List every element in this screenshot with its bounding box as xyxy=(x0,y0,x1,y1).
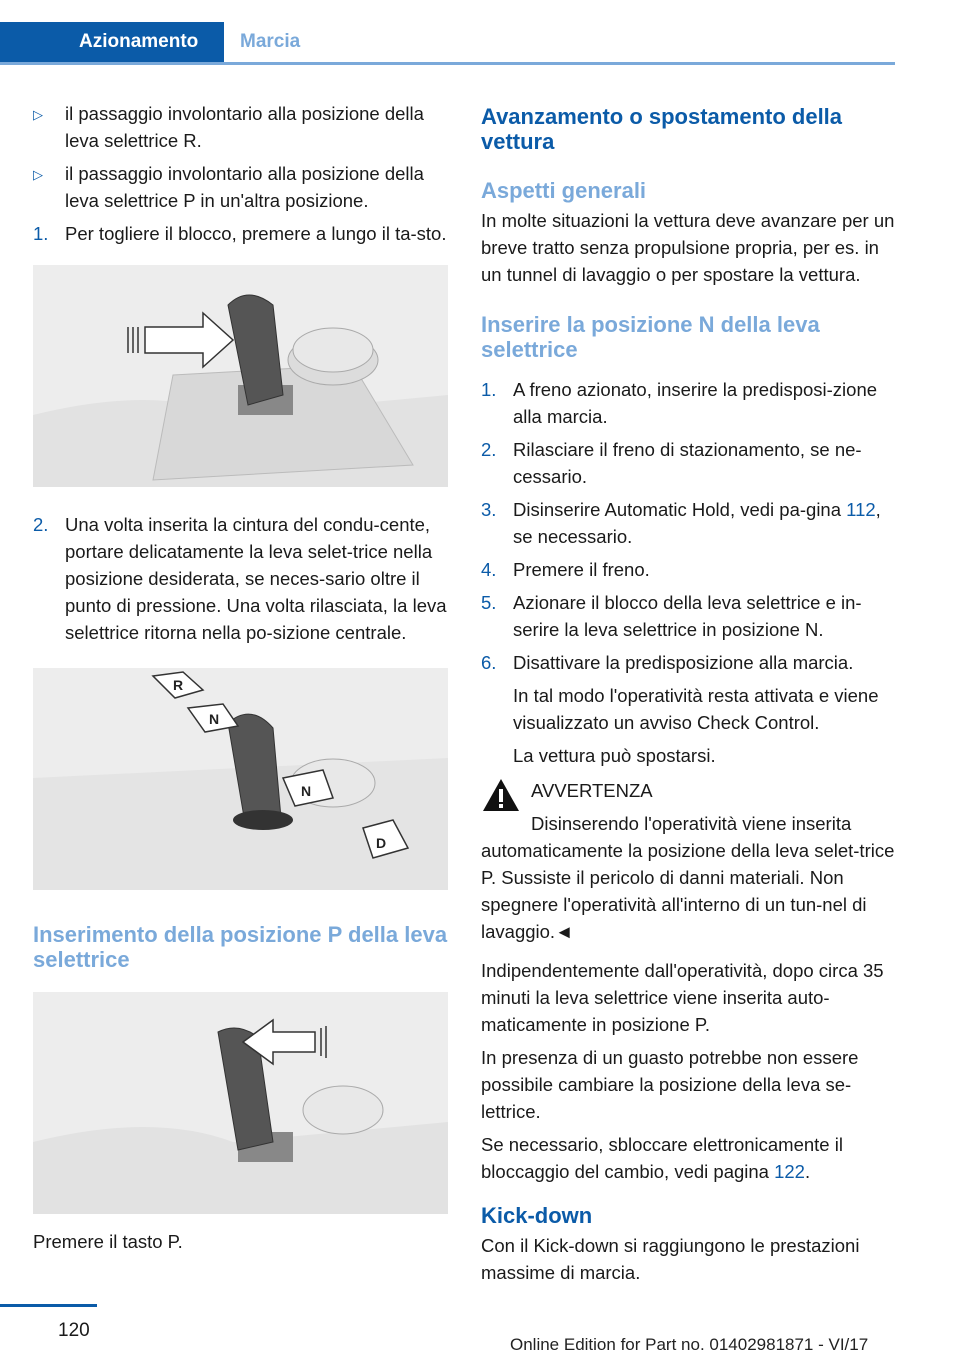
triangle-bullet-icon: ▷ xyxy=(33,167,43,182)
step-text: A freno azionato, inserire la predisposi-zione alla marcia. xyxy=(513,379,878,427)
step-text: Premere il freno. xyxy=(513,559,650,580)
section-heading-p: Inserimento della posizione P della leva selettrice xyxy=(33,922,448,972)
step-text: Per togliere il blocco, premere a lungo il ta-sto. xyxy=(65,223,447,244)
warning-text: automaticamente la posizione della leva selet-trice P. Sussiste il pericolo di danni materiali. Non spegnere l'operatività all'interno di un tun-nel di lavaggio.◄ xyxy=(481,840,895,942)
list-item xyxy=(481,649,896,676)
diagram-label-n-2: N xyxy=(301,783,312,799)
right-column xyxy=(481,104,896,1286)
list-item xyxy=(33,220,448,247)
step-text: Azionare il blocco della leva selettrice e in-serire la leva selettrice in posizione N. xyxy=(513,592,862,640)
paragraph: In molte situazioni la vettura deve avanzare per un breve tratto senza propulsione propria, per es. in un tunnel di lavaggio o per spostare la vettura. xyxy=(481,210,895,285)
triangle-bullet-icon: ▷ xyxy=(33,107,43,122)
step-note: In tal modo l'operatività resta attivata e viene visualizzato un avviso Check Control. xyxy=(513,685,879,733)
step-number: 3. xyxy=(481,499,497,520)
paragraph xyxy=(481,1131,896,1185)
step-text: Rilasciare il freno di stazionamento, se ne-cessario. xyxy=(513,439,862,487)
paragraph-part: . xyxy=(804,1161,811,1182)
section-heading-main: Avanzamento o spostamento della vettura xyxy=(481,104,843,154)
gear-lever-illustration-2 xyxy=(33,668,448,890)
page-link[interactable]: 112 xyxy=(846,499,876,520)
header-tabs xyxy=(0,22,895,65)
page-number: 120 xyxy=(58,1320,90,1341)
warning-text-first: Disinserendo l'operatività viene inserita xyxy=(531,813,852,834)
list-item xyxy=(33,100,448,154)
gear-lever-illustration-3 xyxy=(33,992,448,1214)
tab-marcia[interactable]: Marcia xyxy=(240,31,301,52)
list-item xyxy=(481,496,896,550)
warning-title: AVVERTENZA xyxy=(531,780,653,801)
step-number: 6. xyxy=(481,652,497,673)
section-heading-n: Inserire la posizione N della leva selettrice xyxy=(481,312,820,362)
section-heading-general: Aspetti generali xyxy=(481,178,647,203)
list-item xyxy=(33,511,448,646)
edition-text: Online Edition for Part no. 01402981871 - VI/17 xyxy=(510,1335,869,1354)
step-text: Disattivare la predisposizione alla marcia. xyxy=(513,652,854,673)
caption-text: Premere il tasto P. xyxy=(33,1231,183,1252)
paragraph: In presenza di un guasto potrebbe non essere possibile cambiare la posizione della leva se-lettrice. xyxy=(481,1047,859,1122)
step-number: 2. xyxy=(33,514,49,535)
page-link[interactable]: 122 xyxy=(774,1161,805,1182)
paragraph-part: Se necessario, sbloccare elettronicamente il bloccaggio del cambio, vedi pagina xyxy=(481,1134,843,1182)
list-item xyxy=(481,436,896,490)
step-note: La vettura può spostarsi. xyxy=(513,745,716,766)
steps-list xyxy=(481,376,896,769)
bullet-text: il passaggio involontario alla posizione della leva selettrice R. xyxy=(65,103,424,151)
paragraph: Con il Kick-down si raggiungono le prestazioni massime di marcia. xyxy=(481,1235,860,1283)
list-item xyxy=(481,556,896,583)
gear-lever-illustration-1 xyxy=(33,265,448,487)
step-number: 1. xyxy=(33,223,49,244)
step-text-part: Disinserire Automatic Hold, vedi pa-gina xyxy=(513,499,847,520)
warning-block xyxy=(481,777,896,837)
diagram-label-r: R xyxy=(173,677,184,693)
list-item xyxy=(481,376,896,430)
left-column xyxy=(33,100,448,1255)
step-number: 4. xyxy=(481,559,497,580)
list-item xyxy=(33,160,448,214)
step-number: 5. xyxy=(481,592,497,613)
step-number: 1. xyxy=(481,379,497,400)
step-number: 2. xyxy=(481,439,497,460)
step-text xyxy=(513,496,896,550)
bullet-text: il passaggio involontario alla posizione della leva selettrice P in un'altra posizione. xyxy=(65,163,424,211)
section-heading-kickdown: Kick-down xyxy=(481,1203,593,1228)
warning-head xyxy=(531,777,851,837)
tab-azionamento[interactable]: Azionamento xyxy=(0,22,224,62)
list-item xyxy=(481,589,896,643)
diagram-label-d: D xyxy=(376,835,387,851)
paragraph: Indipendentemente dall'operatività, dopo circa 35 minuti la leva selettrice viene inserita auto-maticamente in posizione P. xyxy=(481,960,884,1035)
step-text-part: , se necessario. xyxy=(513,499,881,547)
footer-rule xyxy=(0,1304,97,1307)
diagram-label-n: N xyxy=(209,711,220,727)
step-text: Una volta inserita la cintura del condu-cente, portare delicatamente la leva selet-trice nella posizione desiderata, se neces-sario oltre il punto di pressione. Una volta rilasciata, la leva selettrice ritorna nella po-sizione centrale. xyxy=(65,514,447,643)
warning-triangle-icon xyxy=(481,777,531,837)
